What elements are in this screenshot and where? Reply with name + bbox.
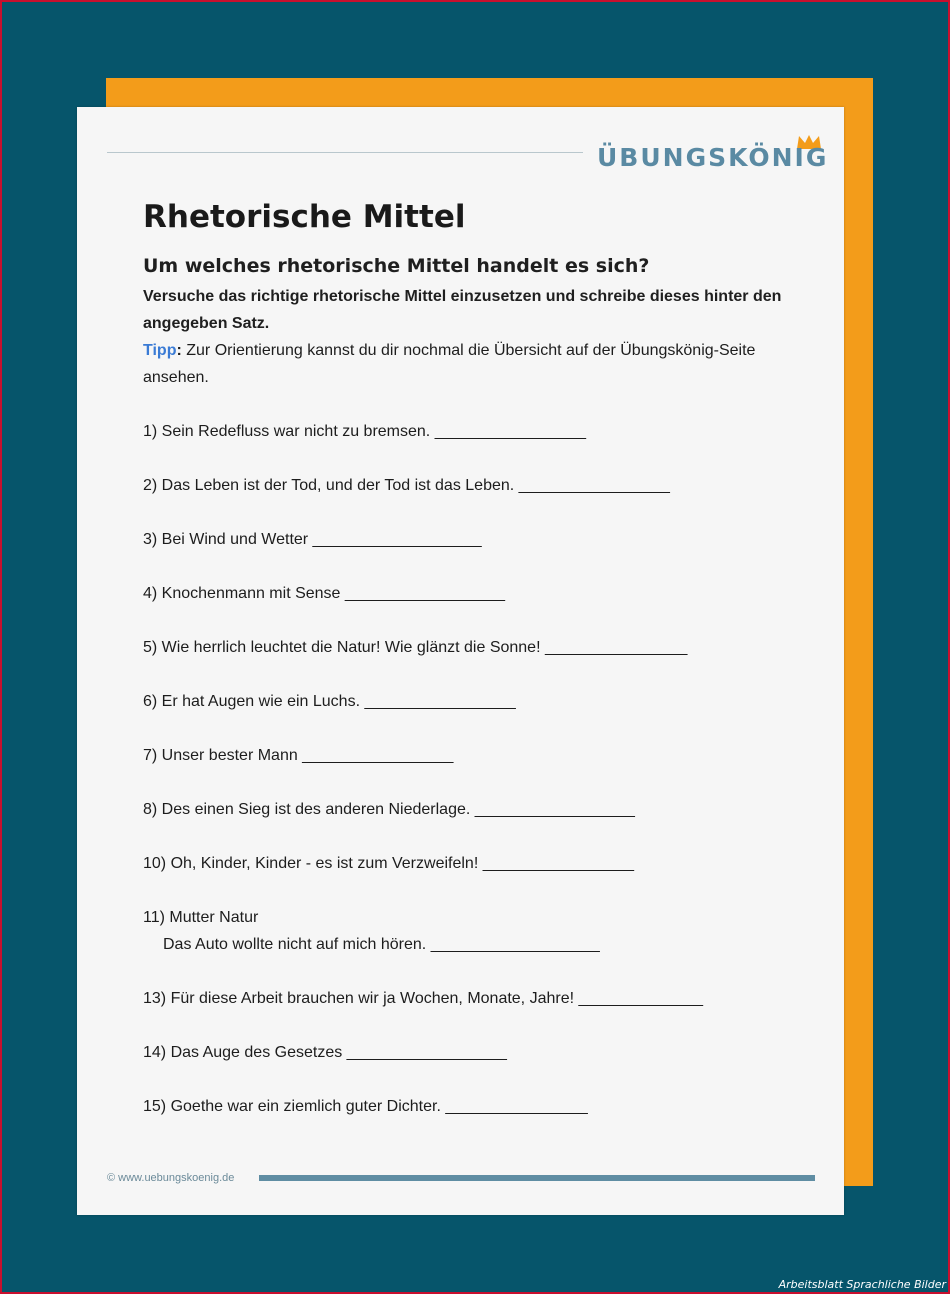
task-item: 8) Des einen Sieg ist des anderen Niederlage. __________________ (143, 801, 635, 818)
footer-url: © www.uebungskoenig.de (107, 1172, 235, 1184)
tip-label: Tipp (143, 342, 177, 359)
watermark-caption: Arbeitsblatt Sprachliche Bilder (778, 1278, 946, 1291)
brand-logo: ÜBUNGSKÖNIG (597, 143, 829, 172)
task-item-multiline (143, 904, 793, 958)
worksheet-page (77, 107, 844, 1215)
header-divider (107, 152, 583, 153)
tip-paragraph (143, 337, 793, 391)
tip-text: Zur Orientierung kannst du dir nochmal die Übersicht auf der Übungskönig-Seite ansehen. (143, 342, 756, 386)
task-list (143, 418, 793, 1120)
page-title: Rhetorische Mittel (143, 199, 466, 235)
task-item: 4) Knochenmann mit Sense __________________ (143, 585, 506, 602)
task-item: 10) Oh, Kinder, Kinder - es ist zum Verzweifeln! _________________ (143, 855, 634, 872)
tip-colon: : (176, 342, 182, 359)
task-item: 3) Bei Wind und Wetter ___________________ (143, 531, 482, 548)
task-item: 13) Für diese Arbeit brauchen wir ja Wochen, Monate, Jahre! ______________ (143, 990, 704, 1007)
page-subtitle: Um welches rhetorische Mittel handelt es sich? (143, 255, 650, 277)
worksheet-content (143, 199, 793, 1147)
task-line-2: Das Auto wollte nicht auf mich hören. ___________________ (163, 936, 600, 953)
task-item: 6) Er hat Augen wie ein Luchs. _________________ (143, 693, 516, 710)
footer-bar (259, 1175, 815, 1181)
task-item: 14) Das Auge des Gesetzes __________________ (143, 1044, 507, 1061)
instruction-text: Versuche das richtige rhetorische Mittel einzusetzen und schreibe dieses hinter den angegeben Satz. (143, 288, 782, 332)
task-item: 1) Sein Redefluss war nicht zu bremsen. _________________ (143, 423, 586, 440)
task-item: 15) Goethe war ein ziemlich guter Dichter. ________________ (143, 1098, 588, 1115)
task-item: 5) Wie herrlich leuchtet die Natur! Wie glänzt die Sonne! ________________ (143, 639, 688, 656)
task-item: 2) Das Leben ist der Tod, und der Tod ist das Leben. _________________ (143, 477, 670, 494)
task-item: 7) Unser bester Mann _________________ (143, 747, 454, 764)
task-line-1: 11) Mutter Natur (143, 909, 259, 926)
